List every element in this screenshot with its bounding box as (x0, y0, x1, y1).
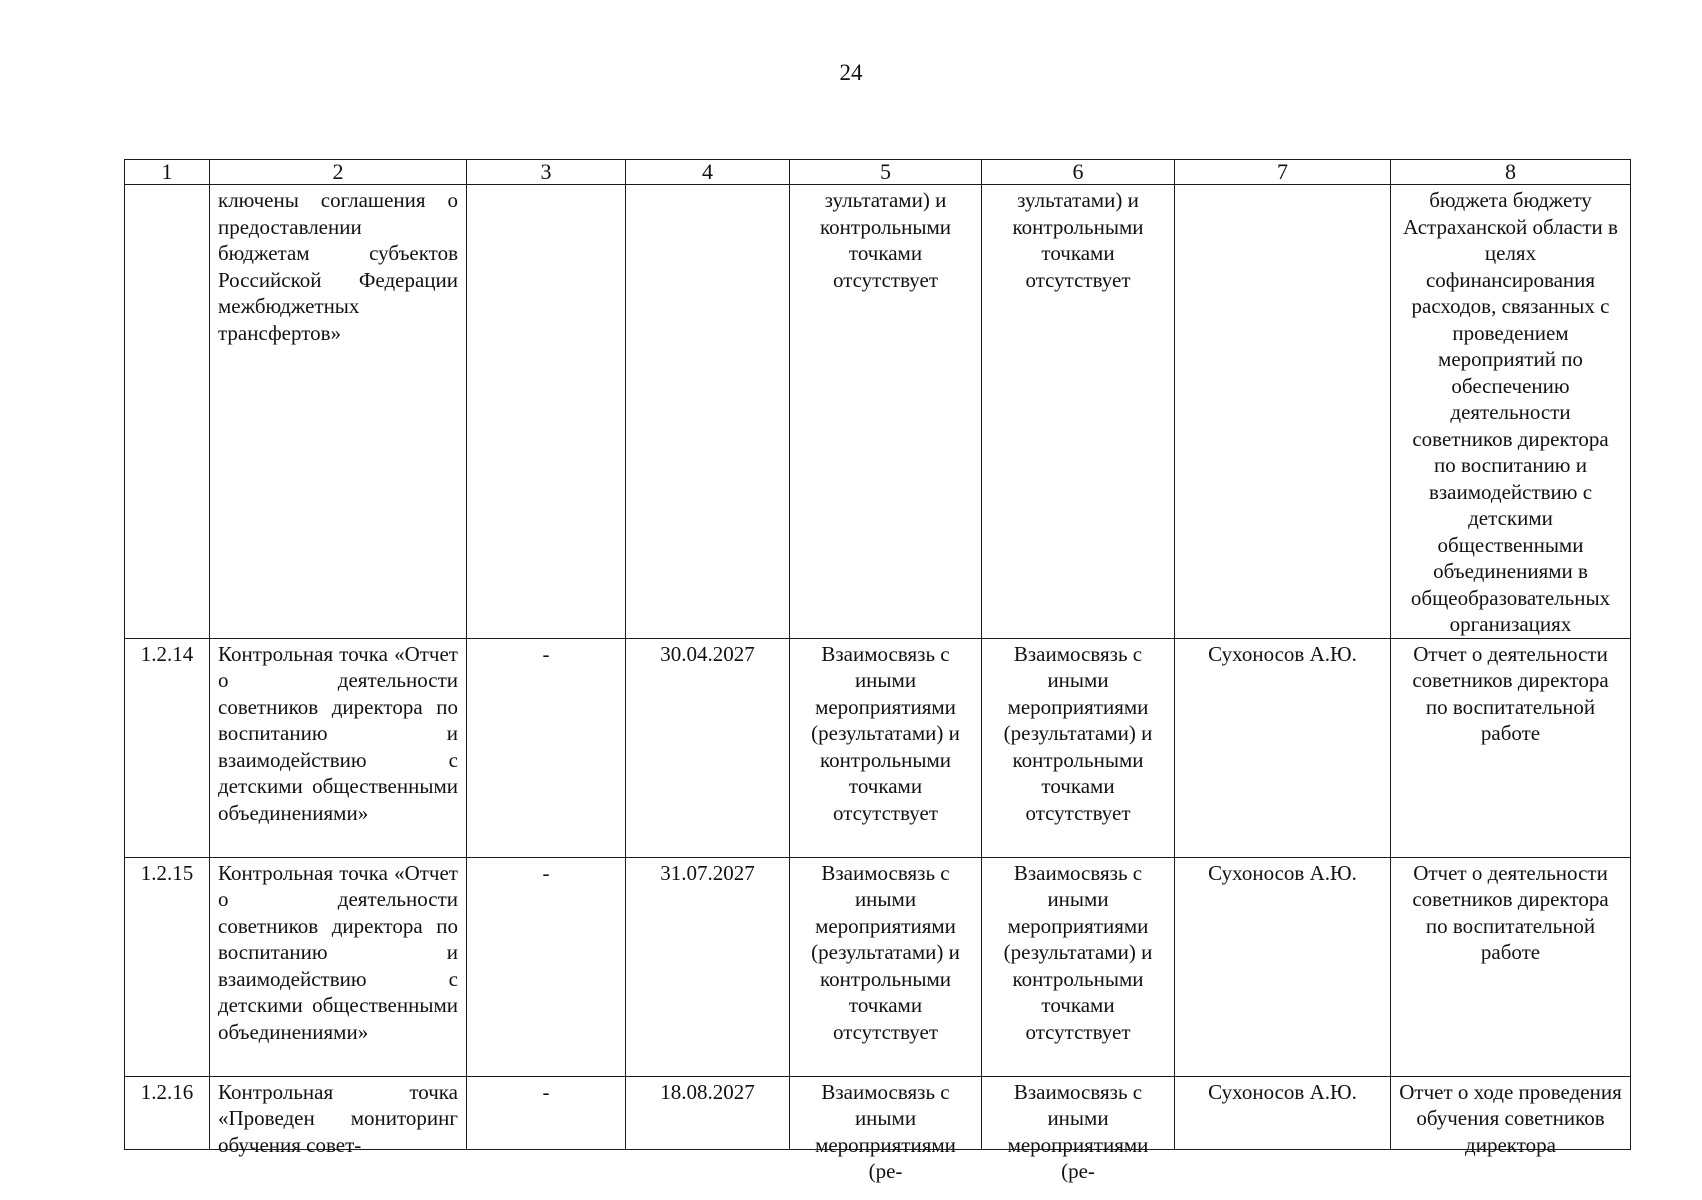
cell-responsible-text: Сухоносов А.Ю. (1208, 1079, 1357, 1104)
cell-col5: зультатами) и контрольными точками отсутствует (790, 185, 982, 639)
cell-num: 1.2.14 (125, 638, 210, 857)
header-col-1: 1 (125, 160, 210, 185)
table-row (125, 1076, 1631, 1149)
cell-responsible: Сухоносов А.Ю. (1175, 857, 1391, 1076)
cell-responsible (1175, 185, 1391, 639)
cell-col3: - (467, 638, 626, 857)
cell-num-text: 1.2.16 (140, 1079, 194, 1104)
header-col-2: 2 (210, 160, 467, 185)
cell-num: 1.2.15 (125, 857, 210, 1076)
cell-name-text: Контрольная точка «Проведен мониторинг обучения совет- (218, 1079, 458, 1157)
cell-col3 (467, 1076, 626, 1149)
cell-responsible: Сухоносов А.Ю. (1175, 638, 1391, 857)
cell-date (626, 1076, 790, 1149)
cell-col5 (790, 1076, 982, 1183)
cell-date (626, 185, 790, 639)
cell-result: Отчет о деятельности советников директора по воспитательной работе (1391, 857, 1631, 1076)
cell-result: Отчет о деятельности советников директора по воспитательной работе (1391, 638, 1631, 857)
cell-date: 31.07.2027 (626, 857, 790, 1076)
cell-col5-text: Взаимосвязь с иными мероприятиями (ре- (815, 1079, 956, 1183)
cell-col6 (982, 1076, 1175, 1183)
cell-name: Контрольная точка «Отчет о деятельности советников директора по воспитанию и взаимодействию с детскими общественными объединениями» (210, 638, 467, 857)
cell-name (210, 1076, 467, 1157)
cell-result (1391, 1076, 1631, 1157)
cell-result: бюджета бюджету Астраханской области в целях софинансирования расходов, связанных с проведением мероприятий по обеспечению деятельности советников директора по воспитанию и взаимодействию с детскими общественными объединениями в общеобразовательных организациях (1391, 185, 1631, 639)
header-col-4: 4 (626, 160, 790, 185)
cell-name: ключены соглашения о предоставлении бюджетам субъектов Российской Федерации межбюджетных трансфертов» (210, 185, 467, 639)
page-number: 24 (839, 60, 863, 85)
header-col-3: 3 (467, 160, 626, 185)
cell-result-text: Отчет о ходе проведения обучения советников директора (1399, 1079, 1622, 1157)
header-col-7: 7 (1175, 160, 1391, 185)
cell-col5: Взаимосвязь с иными мероприятиями (результатами) и контрольными точками отсутствует (790, 857, 982, 1076)
cell-date-text: 18.08.2027 (660, 1079, 755, 1104)
cell-col6: Взаимосвязь с иными мероприятиями (результатами) и контрольными точками отсутствует (982, 857, 1175, 1076)
plan-table (124, 159, 1631, 1183)
cell-col3: - (467, 857, 626, 1076)
header-col-6: 6 (982, 160, 1175, 185)
cell-col3-text: - (542, 1079, 550, 1104)
header-row (125, 160, 1631, 185)
table-row (125, 857, 1631, 1076)
cell-col5: Взаимосвязь с иными мероприятиями (результатами) и контрольными точками отсутствует (790, 638, 982, 857)
cell-name: Контрольная точка «Отчет о деятельности советников директора по воспитанию и взаимодействию с детскими общественными объединениями» (210, 857, 467, 1076)
cell-col6-text: Взаимосвязь с иными мероприятиями (ре- (1007, 1079, 1149, 1183)
cell-col3 (467, 185, 626, 639)
cell-num (125, 185, 210, 639)
cell-date: 30.04.2027 (626, 638, 790, 857)
cell-num (125, 1076, 210, 1149)
cell-responsible (1175, 1076, 1391, 1149)
header-col-8: 8 (1391, 160, 1631, 185)
cell-col6: зультатами) и контрольными точками отсутствует (982, 185, 1175, 639)
table-row (125, 638, 1631, 857)
table-row-continuation (125, 185, 1631, 639)
cell-col6: Взаимосвязь с иными мероприятиями (результатами) и контрольными точками отсутствует (982, 638, 1175, 857)
header-col-5: 5 (790, 160, 982, 185)
